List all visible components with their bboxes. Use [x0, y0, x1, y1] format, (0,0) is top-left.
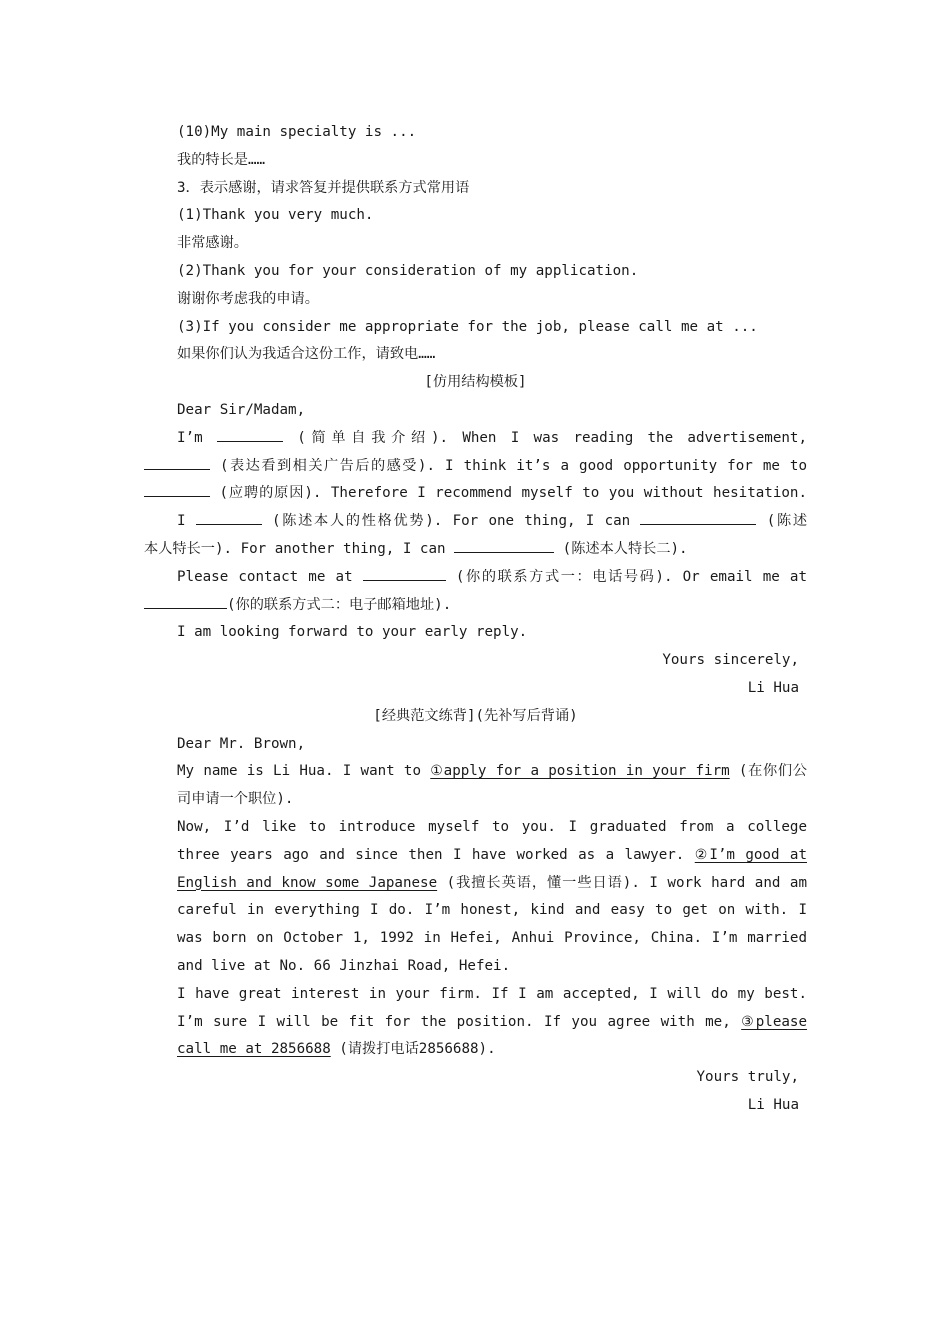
- section-3-heading: 3．表示感谢，请求答复并提供联系方式常用语: [177, 179, 470, 196]
- template-line-4: [144, 508, 807, 536]
- underlined-answer: ②I’m good at English and know some Japanese: [177, 846, 807, 891]
- template-text: (应聘的原因). Therefore I recommend myself to you without hesitation.: [219, 485, 807, 502]
- template-text: Please contact me at: [177, 568, 353, 585]
- template-text: (表达看到相关广告后的感受). I think it’s a good opportunity for me to: [220, 457, 807, 474]
- model-heading: [经典范文练背](先补写后背诵): [373, 707, 578, 724]
- phrase-3-cn: 如果你们认为我适合这份工作，请致电……: [177, 346, 436, 363]
- template-text: I’m: [177, 429, 203, 446]
- template-signature: Li Hua: [747, 679, 799, 696]
- template-text: I: [177, 513, 186, 530]
- template-closing-line: I am looking forward to your early reply.: [177, 624, 528, 641]
- template-line-1: [144, 425, 807, 453]
- template-text: (你的联系方式二：电子邮箱地址).: [227, 596, 452, 613]
- model-paragraph-1: [144, 758, 807, 814]
- template-text: 本人特长一). For another thing, I can: [144, 540, 446, 557]
- model-signoff: Yours truly,: [696, 1069, 799, 1086]
- fill-blank[interactable]: [363, 566, 446, 581]
- template-text: (陈述本人的性格优势). For one thing, I can: [272, 513, 631, 530]
- fill-blank[interactable]: [196, 510, 262, 525]
- template-line-2: [144, 453, 807, 481]
- fill-blank[interactable]: [144, 594, 227, 609]
- template-salutation: Dear Sir/Madam,: [177, 401, 306, 418]
- template-text: (你的联系方式一：电话号码). Or email me at: [455, 568, 807, 585]
- template-heading: [仿用结构模板]: [424, 374, 527, 391]
- paragraph-text: Now, I’d like to introduce myself to you. I graduated from a college three years ago and since then I have worked as a lawyer.: [177, 818, 807, 863]
- document-page: [144, 119, 807, 1120]
- phrase-10-en: (10)My main specialty is ...: [177, 124, 417, 140]
- template-text: (陈述本人特长二).: [562, 540, 688, 557]
- phrase-3-en: (3)If you consider me appropriate for the job, please call me at ...: [177, 318, 758, 335]
- model-salutation: Dear Mr. Brown,: [177, 735, 306, 752]
- model-signature: Li Hua: [747, 1096, 799, 1113]
- template-line-6: [144, 564, 807, 592]
- template-text: (陈述: [766, 513, 808, 530]
- fill-blank[interactable]: [144, 482, 210, 497]
- underlined-answer: ③please call me at 2856688: [177, 1013, 808, 1058]
- phrase-1-cn: 非常感谢。: [177, 235, 248, 252]
- fill-blank[interactable]: [144, 455, 210, 470]
- template-text: (简单自我介绍). When I was reading the advertisement,: [297, 429, 807, 446]
- fill-blank[interactable]: [217, 427, 283, 442]
- paragraph-text: (在你们公司申请一个职位).: [177, 763, 807, 808]
- template-line-7: [144, 592, 807, 620]
- paragraph-text: My name is Li Hua. I want to: [177, 763, 431, 780]
- phrase-2-cn: 谢谢你考虑我的申请。: [177, 290, 319, 307]
- fill-blank[interactable]: [640, 510, 756, 525]
- template-signoff: Yours sincerely,: [662, 652, 799, 669]
- template-line-3: [144, 480, 807, 508]
- paragraph-text: I have great interest in your firm. If I am accepted, I will do my best. I’m sure I will be fit for the position. If you agree with me,: [177, 985, 807, 1030]
- paragraph-text: (请拨打电话2856688).: [330, 1041, 496, 1058]
- fill-blank[interactable]: [454, 538, 554, 553]
- phrase-1-en: (1)Thank you very much.: [177, 207, 374, 224]
- phrase-2-en: (2)Thank you for your consideration of my application.: [177, 262, 639, 279]
- model-paragraph-3: [144, 981, 807, 1064]
- phrase-10-cn: 我的特长是……: [177, 151, 266, 168]
- model-paragraph-2: [144, 814, 807, 981]
- underlined-answer: ①apply for a position in your firm: [430, 763, 730, 780]
- paragraph-text: (我擅长英语，懂一些日语). I work hard and am careful in everything I do. I’m honest, kind and easy to get on with. I was born on October 1, 1992 in Hefei, Anhui Province, China. I’m married and live at No. 66 Jinzhai Road, Hefei.: [177, 874, 807, 974]
- template-line-5: [144, 536, 807, 564]
